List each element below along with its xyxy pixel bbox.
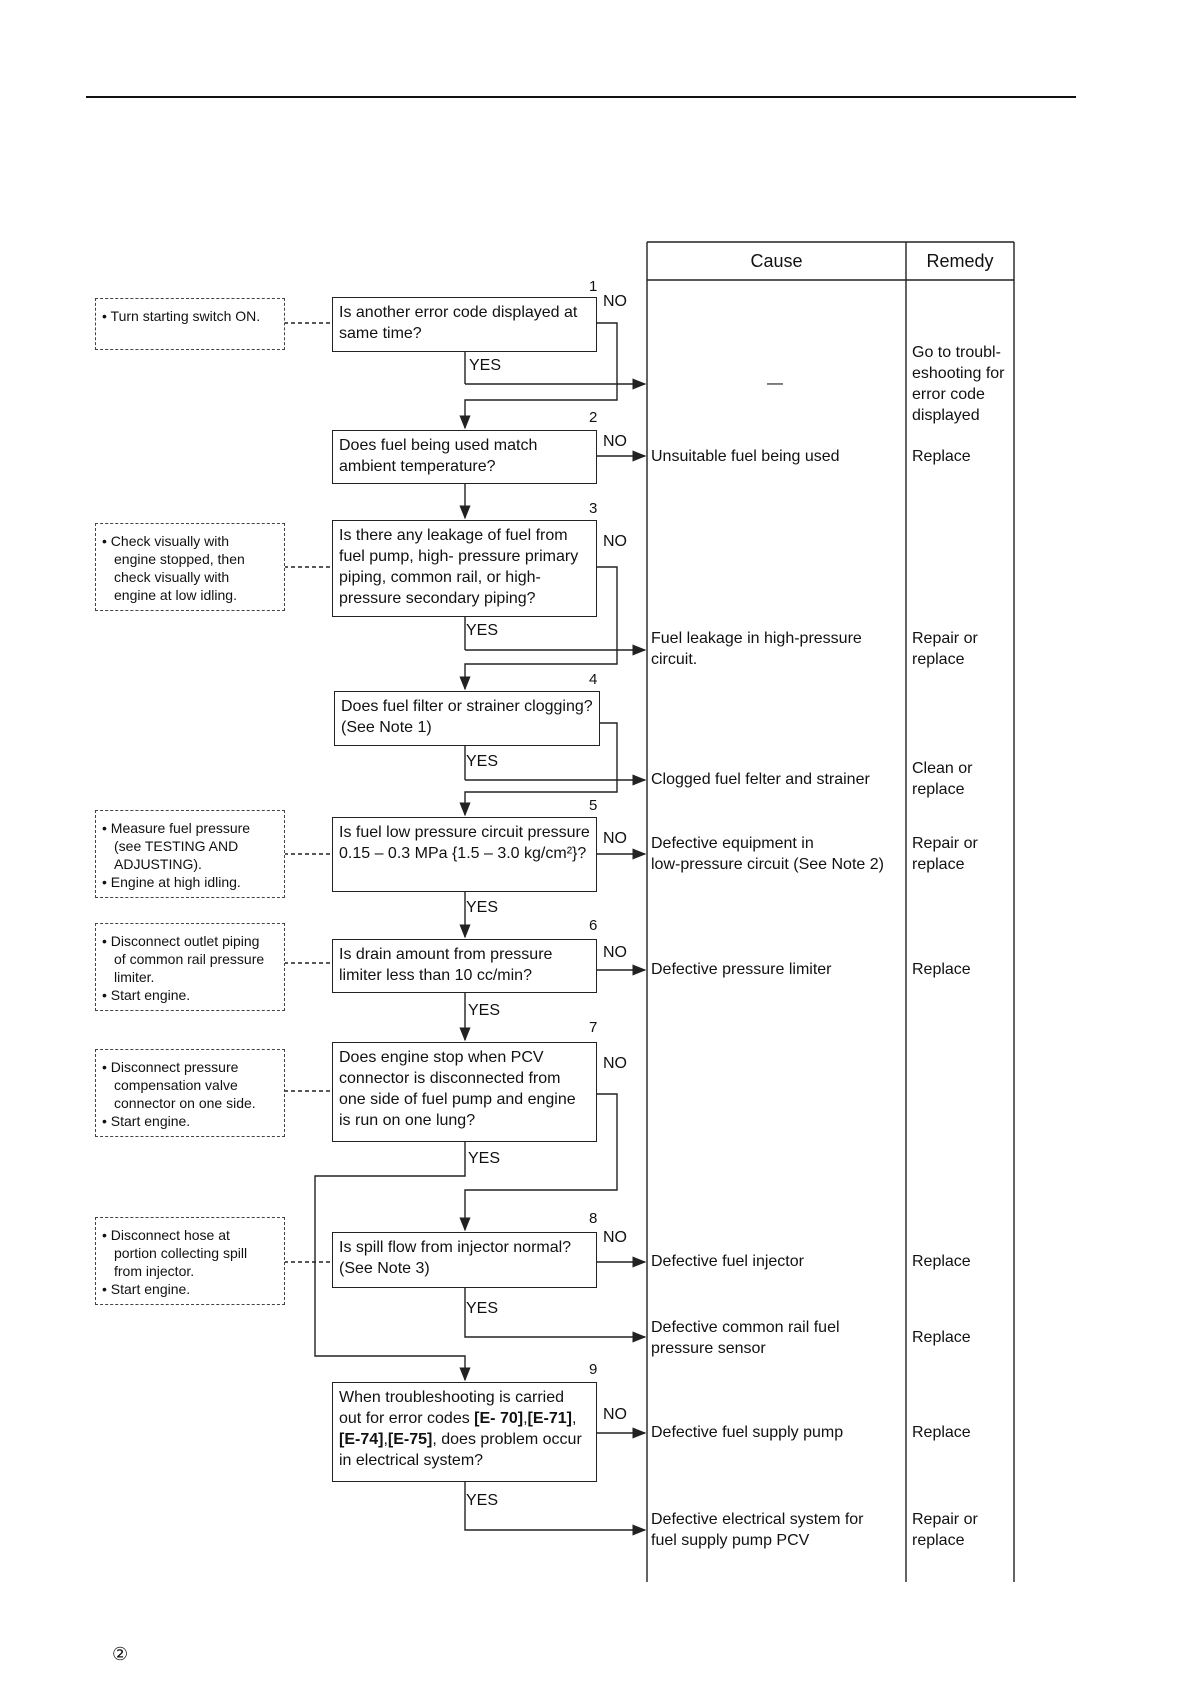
question-box-9: When troubleshooting is carried out for error codes [E- 70],[E-71], [E-74],[E-75], does problem occur in electrical system? xyxy=(332,1382,597,1482)
remedy-text: Replace xyxy=(912,1253,971,1270)
cause-text: Fuel leakage in high-pressure circuit. xyxy=(651,630,862,668)
question-box-4: Does fuel filter or strainer clogging? (See Note 1) xyxy=(334,691,600,746)
note-bullet: • Disconnect pressure compensation valve connector on one side. xyxy=(102,1059,256,1111)
remedy-header: Remedy xyxy=(926,251,994,271)
yes-label: YES xyxy=(468,1002,501,1019)
no-label: NO xyxy=(603,533,627,550)
yes-label: YES xyxy=(466,899,499,916)
cause-text: Defective pressure limiter xyxy=(651,961,832,978)
remedy-text: Repair or replace xyxy=(912,1511,978,1549)
question-box-6: Is drain amount from pressure limiter less than 10 cc/min? xyxy=(332,939,597,993)
yes-label: YES xyxy=(469,357,502,374)
cause-text: Defective equipment in low-pressure circuit (See Note 2) xyxy=(651,835,884,873)
note-step-8 xyxy=(95,1217,285,1305)
step-number: 4 xyxy=(589,671,598,688)
no-label: NO xyxy=(603,1406,627,1423)
note-bullet: • Start engine. xyxy=(102,1113,191,1129)
q9-text: , does problem occur in electrical system? xyxy=(339,1431,582,1469)
question-box-8: Is spill flow from injector normal? (See Note 3) xyxy=(332,1232,597,1288)
error-code: [E-75] xyxy=(387,1431,433,1448)
page-footer-mark: ② xyxy=(112,1644,129,1664)
note-bullet: • Turn starting switch ON. xyxy=(102,308,261,324)
cause-text: Defective fuel supply pump xyxy=(651,1424,844,1441)
note-bullet: • Check visually with engine stopped, then check visually with engine at low idling. xyxy=(102,533,245,603)
note-bullet: • Disconnect outlet piping of common rail pressure limiter. xyxy=(102,933,265,985)
cause-text: Defective electrical system for fuel supply pump PCV xyxy=(651,1511,864,1549)
no-label: NO xyxy=(603,944,627,961)
yes-label: YES xyxy=(466,753,499,770)
error-code: [E- 70] xyxy=(474,1410,524,1427)
step-number: 6 xyxy=(589,917,598,934)
no-label: NO xyxy=(603,433,627,450)
no-label: NO xyxy=(603,293,627,310)
step-number: 9 xyxy=(589,1361,598,1378)
remedy-text: Repair or replace xyxy=(912,630,978,668)
error-code: [E-71] xyxy=(527,1410,572,1427)
cause-header: Cause xyxy=(750,251,803,271)
step-number: 2 xyxy=(589,409,598,426)
error-code: [E-74] xyxy=(339,1431,384,1448)
question-box-1: Is another error code displayed at same time? xyxy=(332,297,597,352)
question-box-2: Does fuel being used match ambient temperature? xyxy=(332,430,597,484)
yes-label: YES xyxy=(468,1150,501,1167)
note-bullet: • Start engine. xyxy=(102,1281,191,1297)
yes-label: YES xyxy=(466,1492,499,1509)
cause-text: Clogged fuel felter and strainer xyxy=(651,771,870,788)
step-number: 7 xyxy=(589,1019,598,1036)
note-step-6 xyxy=(95,923,285,1011)
note-step-7 xyxy=(95,1049,285,1137)
step-number: 1 xyxy=(589,278,598,295)
question-box-5: Is fuel low pressure circuit pressure 0.15 – 0.3 MPa {1.5 – 3.0 kg/cm²}? xyxy=(332,817,597,892)
remedy-text: Replace xyxy=(912,448,971,465)
step-number: 5 xyxy=(589,797,598,814)
remedy-text: Replace xyxy=(912,1329,971,1346)
yes-label: YES xyxy=(466,622,499,639)
remedy-text: Clean or replace xyxy=(912,760,973,798)
no-label: NO xyxy=(603,1055,627,1072)
remedy-text: Go to troubl- eshooting for error code displayed xyxy=(912,344,1005,424)
step-number: 3 xyxy=(589,500,598,517)
note-bullet: • Disconnect hose at portion collecting spill from injector. xyxy=(102,1227,248,1279)
cause-text: Unsuitable fuel being used xyxy=(651,448,840,465)
cause-text: Defective fuel injector xyxy=(651,1253,804,1270)
question-box-7: Does engine stop when PCV connector is disconnected from one side of fuel pump and engine is run on one lung? xyxy=(332,1042,597,1142)
question-box-3: Is there any leakage of fuel from fuel pump, high- pressure primary piping, common rail, or high-pressure secondary piping? xyxy=(332,520,597,617)
note-step-3 xyxy=(95,523,285,611)
yes-label: YES xyxy=(466,1300,499,1317)
no-label: NO xyxy=(603,1229,627,1246)
note-bullet: • Measure fuel pressure (see TESTING AND ADJUSTING). xyxy=(102,820,251,872)
remedy-text: Replace xyxy=(912,1424,971,1441)
note-step-5 xyxy=(95,810,285,898)
cause-text: — xyxy=(767,375,783,392)
remedy-text: Repair or replace xyxy=(912,835,978,873)
remedy-text: Replace xyxy=(912,961,971,978)
no-label: NO xyxy=(603,830,627,847)
step-number: 8 xyxy=(589,1210,598,1227)
q9-text: When troubleshooting is carried out for error codes xyxy=(339,1389,565,1427)
note-step-1 xyxy=(95,298,285,350)
note-bullet: • Engine at high idling. xyxy=(102,874,241,890)
cause-text: Defective common rail fuel pressure sensor xyxy=(651,1319,840,1357)
note-bullet: • Start engine. xyxy=(102,987,191,1003)
